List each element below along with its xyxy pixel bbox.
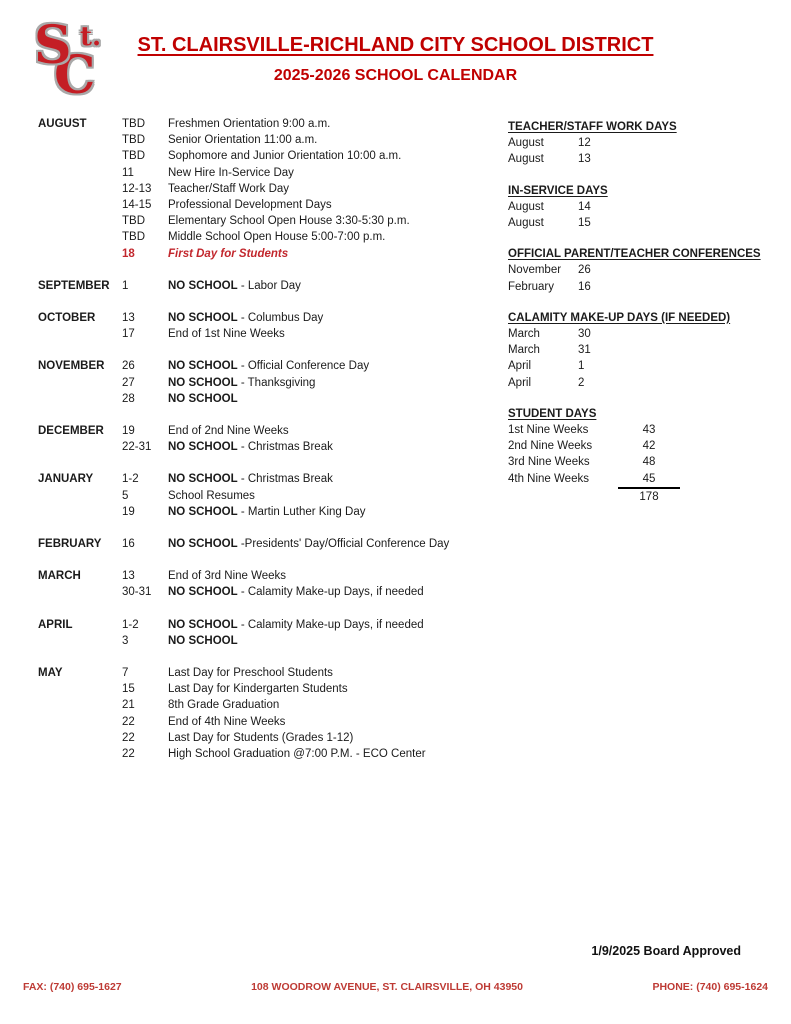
event-desc: NO SCHOOL - Calamity Make-up Days, if needed <box>168 586 424 599</box>
month-name: MARCH <box>38 570 81 583</box>
district-logo-icon <box>30 15 114 106</box>
month-section-august <box>38 116 508 262</box>
event-date: 13 <box>122 312 135 325</box>
event-date: 30-31 <box>122 586 152 599</box>
event-date: 1-2 <box>122 473 139 486</box>
event-desc: End of 1st Nine Weeks <box>168 328 285 341</box>
summary-row <box>508 358 791 374</box>
event-desc: NO SCHOOL -Presidents' Day/Official Conference Day <box>168 538 450 551</box>
event-desc: NO SCHOOL - Christmas Break <box>168 441 333 454</box>
event-desc: School Resumes <box>168 489 255 502</box>
row-label: March <box>508 328 540 341</box>
row-label: 4th Nine Weeks <box>508 472 589 485</box>
event-date: 28 <box>122 392 135 405</box>
section-conferences <box>508 246 791 295</box>
row-label: 2nd Nine Weeks <box>508 440 593 453</box>
summary-row <box>508 342 791 358</box>
row-value: 30 <box>578 328 591 341</box>
event-date: 21 <box>122 699 135 712</box>
event-desc: Senior Orientation 11:00 a.m. <box>168 134 318 147</box>
month-section-november <box>38 358 508 407</box>
row-value: 48 <box>642 456 656 469</box>
event-date: TBD <box>122 150 145 163</box>
board-approved-note: 1/9/2025 Board Approved <box>591 944 741 958</box>
section-inservice-days <box>508 183 791 232</box>
event-desc: NO SCHOOL - Martin Luther King Day <box>168 505 366 518</box>
event-desc: NO SCHOOL - Columbus Day <box>168 312 324 325</box>
event-date: 22 <box>122 731 135 744</box>
monthly-schedule-column <box>38 116 508 778</box>
district-title: ST. CLAIRSVILLE-RICHLAND CITY SCHOOL DISTRICT <box>137 34 654 56</box>
row-label <box>508 487 618 505</box>
section-work-days <box>508 119 791 168</box>
row-value: 12 <box>578 137 591 150</box>
title-block <box>0 0 791 85</box>
event-date: 26 <box>122 360 135 373</box>
row-label: April <box>508 360 532 373</box>
section-title: TEACHER/STAFF WORK DAYS <box>508 121 677 133</box>
summary-row <box>508 279 791 295</box>
row-value: 31 <box>578 344 591 357</box>
event-desc: Elementary School Open House 3:30-5:30 p.m. <box>168 215 410 228</box>
event-desc: NO SCHOOL <box>168 392 238 405</box>
event-desc: NO SCHOOL - Labor Day <box>168 279 301 292</box>
event-date: TBD <box>122 118 145 130</box>
event-desc: New Hire In-Service Day <box>168 166 294 179</box>
event-date: 5 <box>122 489 129 502</box>
month-section-december <box>38 423 508 455</box>
event-desc: NO SCHOOL - Thanksgiving <box>168 376 316 389</box>
event-desc: NO SCHOOL - Christmas Break <box>168 473 333 486</box>
event-desc: Sophomore and Junior Orientation 10:00 a.m. <box>168 150 402 163</box>
event-date: 14-15 <box>122 199 152 212</box>
summary-row <box>508 151 791 167</box>
event-desc: End of 2nd Nine Weeks <box>168 425 289 438</box>
event-desc: High School Graduation @7:00 P.M. - ECO Center <box>168 748 426 761</box>
event-desc: Last Day for Kindergarten Students <box>168 683 348 696</box>
row-value: 13 <box>578 153 591 166</box>
row-value: 2 <box>578 376 585 389</box>
row-label: August <box>508 200 544 213</box>
event-date: 1-2 <box>122 618 139 631</box>
event-date: 16 <box>122 538 135 551</box>
row-label: August <box>508 217 544 230</box>
logo-letter-s: S <box>34 15 72 76</box>
event-date: 1 <box>122 279 129 292</box>
event-date: 19 <box>122 425 135 438</box>
row-value: 1 <box>578 360 585 373</box>
section-calamity-days <box>508 310 791 391</box>
summary-column <box>508 116 791 778</box>
student-days-total-row <box>508 487 791 505</box>
row-value: 43 <box>642 424 656 437</box>
event-date: 27 <box>122 376 135 389</box>
fax-number: FAX: (740) 695-1627 <box>23 981 122 993</box>
event-date: 3 <box>122 634 129 647</box>
month-name: JANUARY <box>38 473 94 486</box>
event-desc: NO SCHOOL - Calamity Make-up Days, if needed <box>168 618 424 631</box>
row-label: November <box>508 264 562 277</box>
row-label: February <box>508 280 555 293</box>
row-label: August <box>508 137 544 150</box>
month-name: OCTOBER <box>38 312 96 325</box>
month-name: AUGUST <box>38 118 87 130</box>
month-section-october <box>38 310 508 342</box>
event-desc: NO SCHOOL - Official Conference Day <box>168 360 370 373</box>
event-desc: 8th Grade Graduation <box>168 699 280 712</box>
row-label: 1st Nine Weeks <box>508 424 589 437</box>
event-date: 17 <box>122 328 135 341</box>
row-label: 3rd Nine Weeks <box>508 456 590 469</box>
row-label: April <box>508 376 532 389</box>
event-desc: Last Day for Students (Grades 1-12) <box>168 731 354 744</box>
event-desc: Last Day for Preschool Students <box>168 667 333 680</box>
student-days-row <box>508 422 791 438</box>
event-date: 7 <box>122 667 129 680</box>
phone-number: PHONE: (740) 695-1624 <box>652 981 768 993</box>
logo-letter-t: t. <box>80 22 102 52</box>
calendar-subtitle: 2025-2026 SCHOOL CALENDAR <box>273 67 518 84</box>
event-date: 22 <box>122 748 135 761</box>
section-title: STUDENT DAYS <box>508 407 597 420</box>
event-desc: End of 3rd Nine Weeks <box>168 570 287 583</box>
district-address: 108 WOODROW AVENUE, ST. CLAIRSVILLE, OH 43950 <box>251 981 523 993</box>
event-desc: Teacher/Staff Work Day <box>168 182 290 195</box>
month-name: DECEMBER <box>38 425 104 438</box>
row-value: 26 <box>578 264 591 277</box>
event-date: TBD <box>122 134 145 147</box>
calendar-body <box>0 116 791 778</box>
month-name: NOVEMBER <box>38 360 105 373</box>
row-value: 45 <box>642 472 656 485</box>
month-name: APRIL <box>38 618 73 631</box>
month-name: MAY <box>38 667 63 680</box>
logo-letter-c: C <box>54 45 96 106</box>
event-date: 22 <box>122 715 135 728</box>
event-date: 19 <box>122 505 135 518</box>
month-section-may <box>38 665 508 762</box>
event-desc: NO SCHOOL <box>168 634 238 647</box>
row-value: 42 <box>642 440 656 453</box>
student-days-total: 178 <box>618 487 680 505</box>
month-section-january <box>38 471 508 520</box>
summary-row <box>508 262 791 278</box>
footer-contact-line <box>23 981 768 993</box>
event-desc: Middle School Open House 5:00-7:00 p.m. <box>168 231 386 244</box>
month-section-march <box>38 568 508 600</box>
month-section-february <box>38 536 508 552</box>
event-date: 11 <box>122 166 134 179</box>
month-name: FEBRUARY <box>38 538 102 551</box>
event-date: 13 <box>122 570 135 583</box>
student-days-row <box>508 454 791 470</box>
event-date: 12-13 <box>122 182 152 195</box>
event-date: 22-31 <box>122 441 152 454</box>
month-section-september <box>38 278 508 294</box>
event-desc: Freshmen Orientation 9:00 a.m. <box>168 118 331 130</box>
summary-row <box>508 375 791 391</box>
first-day-date: 18 <box>122 247 135 260</box>
event-desc: Professional Development Days <box>168 199 332 212</box>
summary-row <box>508 135 791 151</box>
month-name: SEPTEMBER <box>38 279 110 292</box>
page-header <box>0 0 791 106</box>
section-student-days <box>508 406 791 505</box>
row-value: 15 <box>578 217 591 230</box>
first-day-desc: First Day for Students <box>168 247 289 260</box>
event-date: TBD <box>122 215 145 228</box>
event-date: TBD <box>122 231 145 244</box>
student-days-row <box>508 471 791 487</box>
row-value: 14 <box>578 200 591 213</box>
summary-row <box>508 199 791 215</box>
summary-row <box>508 326 791 342</box>
row-label: August <box>508 153 544 166</box>
row-value: 16 <box>578 280 591 293</box>
summary-row <box>508 215 791 231</box>
student-days-row <box>508 438 791 454</box>
event-desc: End of 4th Nine Weeks <box>168 715 286 728</box>
event-date: 15 <box>122 683 135 696</box>
section-title: OFFICIAL PARENT/TEACHER CONFERENCES <box>508 248 761 261</box>
month-section-april <box>38 617 508 649</box>
row-label: March <box>508 344 540 357</box>
section-title: IN-SERVICE DAYS <box>508 184 608 197</box>
section-title: CALAMITY MAKE-UP DAYS (IF NEEDED) <box>508 311 731 324</box>
